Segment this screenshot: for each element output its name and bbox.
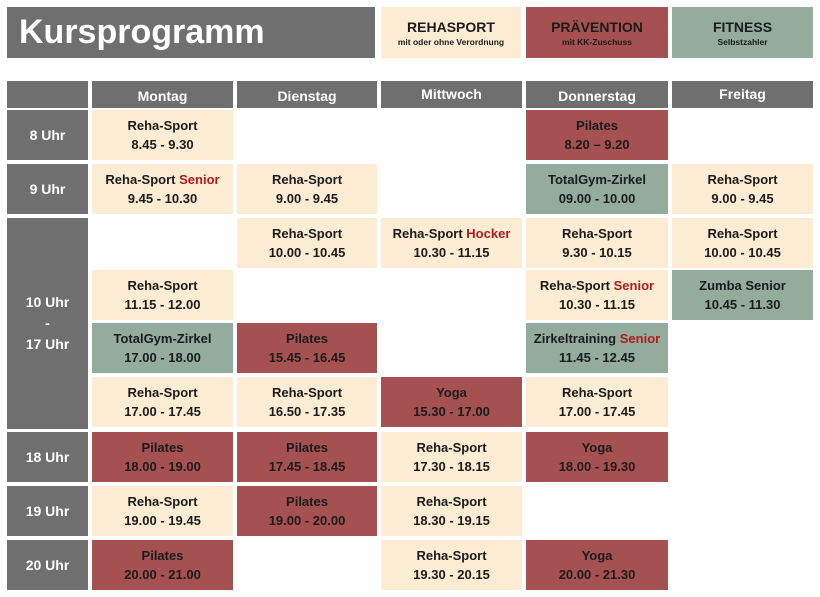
time-20: 20 Uhr <box>7 540 88 590</box>
course-cell <box>672 164 813 214</box>
time-9: 9 Uhr <box>7 164 88 214</box>
course-cell <box>237 164 377 214</box>
course-name <box>707 170 777 189</box>
course-cell <box>526 432 668 482</box>
legend-fitness-label: FITNESS <box>712 19 773 35</box>
course-name <box>127 383 197 402</box>
course-cell <box>92 164 233 214</box>
course-time: 10.00 - 10.45 <box>268 245 346 260</box>
legend-fitness-sub: Selbstzahler <box>717 37 768 47</box>
header-dienstag: Dienstag <box>237 81 377 108</box>
course-time: 8.20 – 9.20 <box>564 137 630 152</box>
course-name <box>707 224 777 243</box>
course-time: 17.00 - 18.00 <box>124 350 201 365</box>
time-17-label: 17 Uhr <box>25 336 70 352</box>
course-title: Yoga <box>581 548 613 563</box>
course-title: Reha-Sport <box>561 385 633 400</box>
course-cell <box>92 377 233 427</box>
course-name <box>127 116 197 135</box>
course-title: Pilates <box>286 331 328 346</box>
course-name <box>127 276 197 295</box>
course-name <box>540 276 654 295</box>
course-title: Reha-Sport <box>271 385 343 400</box>
course-cell <box>526 110 668 160</box>
header-freitag: Freitag <box>672 81 813 108</box>
course-title: Reha-Sport <box>127 278 198 293</box>
course-title: Reha-Sport <box>271 226 343 241</box>
course-cell <box>526 323 668 373</box>
course-cell <box>237 432 377 482</box>
course-name <box>393 224 511 243</box>
course-title: Reha-Sport <box>127 118 198 133</box>
header-mittwoch: Mittwoch <box>381 81 522 108</box>
course-name <box>105 170 219 189</box>
course-name <box>576 116 618 135</box>
course-name <box>534 329 660 348</box>
course-title: Reha-Sport <box>105 172 176 187</box>
course-time: 9.30 - 10.15 <box>562 245 632 260</box>
course-name <box>436 383 467 402</box>
course-cell <box>237 218 377 268</box>
course-title: Reha-Sport <box>539 278 610 293</box>
course-cell <box>672 218 813 268</box>
course-title: TotalGym-Zirkel <box>547 172 646 187</box>
course-time: 9.00 - 9.45 <box>275 191 339 206</box>
course-title: Reha-Sport <box>127 494 198 509</box>
header-donnerstag: Donnerstag <box>526 81 668 108</box>
course-time: 18.30 - 19.15 <box>413 513 490 528</box>
course-cell <box>526 218 668 268</box>
course-cell <box>92 110 233 160</box>
course-cell <box>526 540 668 590</box>
course-highlight: Hocker <box>466 226 511 241</box>
course-title: Zumba Senior <box>699 278 786 293</box>
time-10-label: 10 Uhr <box>25 294 70 310</box>
course-title: Pilates <box>576 118 618 133</box>
course-title: Pilates <box>141 440 184 455</box>
legend-fitness <box>672 7 813 58</box>
course-name <box>699 276 786 295</box>
course-name <box>416 546 486 565</box>
course-title: Reha-Sport <box>416 548 487 563</box>
course-title: Reha-Sport <box>127 385 198 400</box>
course-time: 19.00 - 20.00 <box>268 513 346 528</box>
course-time: 17.00 - 17.45 <box>124 404 201 419</box>
legend-rehasport-label: REHASPORT <box>407 19 495 35</box>
course-time: 8.45 - 9.30 <box>131 137 194 152</box>
course-name <box>113 329 211 348</box>
header-corner <box>7 81 88 108</box>
course-cell <box>237 486 377 536</box>
course-time: 10.30 - 11.15 <box>413 245 490 260</box>
course-cell <box>381 540 522 590</box>
course-name <box>582 546 613 565</box>
course-time: 19.00 - 19.45 <box>124 513 201 528</box>
course-name <box>548 170 646 189</box>
course-cell <box>381 486 522 536</box>
course-time: 20.00 - 21.30 <box>558 567 636 582</box>
course-highlight: Senior <box>619 331 661 346</box>
course-time: 9.45 - 10.30 <box>127 191 198 206</box>
course-time: 18.00 - 19.00 <box>124 459 201 474</box>
course-time: 16.50 - 17.35 <box>268 404 346 419</box>
course-time: 9.00 - 9.45 <box>711 191 774 206</box>
course-time: 10.30 - 11.15 <box>559 297 635 312</box>
course-name <box>142 546 184 565</box>
course-time: 09.00 - 10.00 <box>558 191 636 206</box>
course-name <box>142 438 184 457</box>
course-cell <box>92 486 233 536</box>
course-highlight: Senior <box>179 172 220 187</box>
course-name <box>416 492 486 511</box>
course-cell <box>526 377 668 427</box>
course-name <box>562 224 632 243</box>
course-name <box>582 438 613 457</box>
course-name <box>286 492 328 511</box>
legend-praevention-sub: mit KK-Zuschuss <box>562 37 632 47</box>
course-cell <box>672 270 813 320</box>
course-name <box>286 438 328 457</box>
course-cell <box>237 377 377 427</box>
course-time: 15.30 - 17.00 <box>413 404 490 419</box>
course-time: 10.00 - 10.45 <box>704 245 781 260</box>
course-name <box>416 438 486 457</box>
course-highlight: Senior <box>613 278 655 293</box>
course-cell <box>381 432 522 482</box>
time-18: 18 Uhr <box>7 432 88 482</box>
course-cell <box>381 218 522 268</box>
legend-praevention-label: PRÄVENTION <box>551 19 643 35</box>
course-title: Pilates <box>286 494 328 509</box>
course-time: 20.00 - 21.00 <box>124 567 201 582</box>
course-name <box>272 224 342 243</box>
course-title: TotalGym-Zirkel <box>113 331 212 346</box>
course-time: 17.45 - 18.45 <box>268 459 346 474</box>
legend-praevention <box>526 7 668 58</box>
course-cell <box>92 323 233 373</box>
page-title: Kursprogramm <box>7 7 375 58</box>
course-cell <box>92 540 233 590</box>
course-title: Yoga <box>436 385 467 400</box>
course-time: 11.15 - 12.00 <box>124 297 201 312</box>
course-cell <box>92 432 233 482</box>
course-name <box>127 492 197 511</box>
course-cell <box>526 270 668 320</box>
course-cell <box>526 164 668 214</box>
course-name <box>272 383 342 402</box>
time-dash: - <box>45 315 50 331</box>
course-title: Zirkeltraining <box>533 331 617 346</box>
legend-rehasport <box>381 7 521 58</box>
course-time: 19.30 - 20.15 <box>413 567 490 582</box>
course-title: Reha-Sport <box>392 226 463 241</box>
course-title: Reha-Sport <box>561 226 633 241</box>
header-montag: Montag <box>92 81 233 108</box>
course-cell <box>237 323 377 373</box>
course-title: Pilates <box>141 548 184 563</box>
legend-rehasport-sub: mit oder ohne Verordnung <box>397 37 505 47</box>
course-name <box>562 383 632 402</box>
course-title: Reha-Sport <box>416 440 487 455</box>
course-title: Reha-Sport <box>271 172 343 187</box>
course-title: Reha-Sport <box>707 172 778 187</box>
course-title: Pilates <box>286 440 328 455</box>
course-time: 18.00 - 19.30 <box>558 459 636 474</box>
course-name <box>272 170 342 189</box>
course-name <box>286 329 328 348</box>
time-8: 8 Uhr <box>7 110 88 160</box>
course-cell <box>92 270 233 320</box>
time-19: 19 Uhr <box>7 486 88 536</box>
course-time: 17.00 - 17.45 <box>558 404 636 419</box>
course-time: 11.45 - 12.45 <box>559 350 635 365</box>
course-title: Reha-Sport <box>416 494 487 509</box>
course-title: Reha-Sport <box>707 226 778 241</box>
course-cell <box>381 377 522 427</box>
course-time: 10.45 - 11.30 <box>704 297 781 312</box>
course-time: 15.45 - 16.45 <box>268 350 346 365</box>
course-title: Yoga <box>581 440 613 455</box>
course-time: 17.30 - 18.15 <box>413 459 490 474</box>
time-10-17 <box>7 218 88 429</box>
